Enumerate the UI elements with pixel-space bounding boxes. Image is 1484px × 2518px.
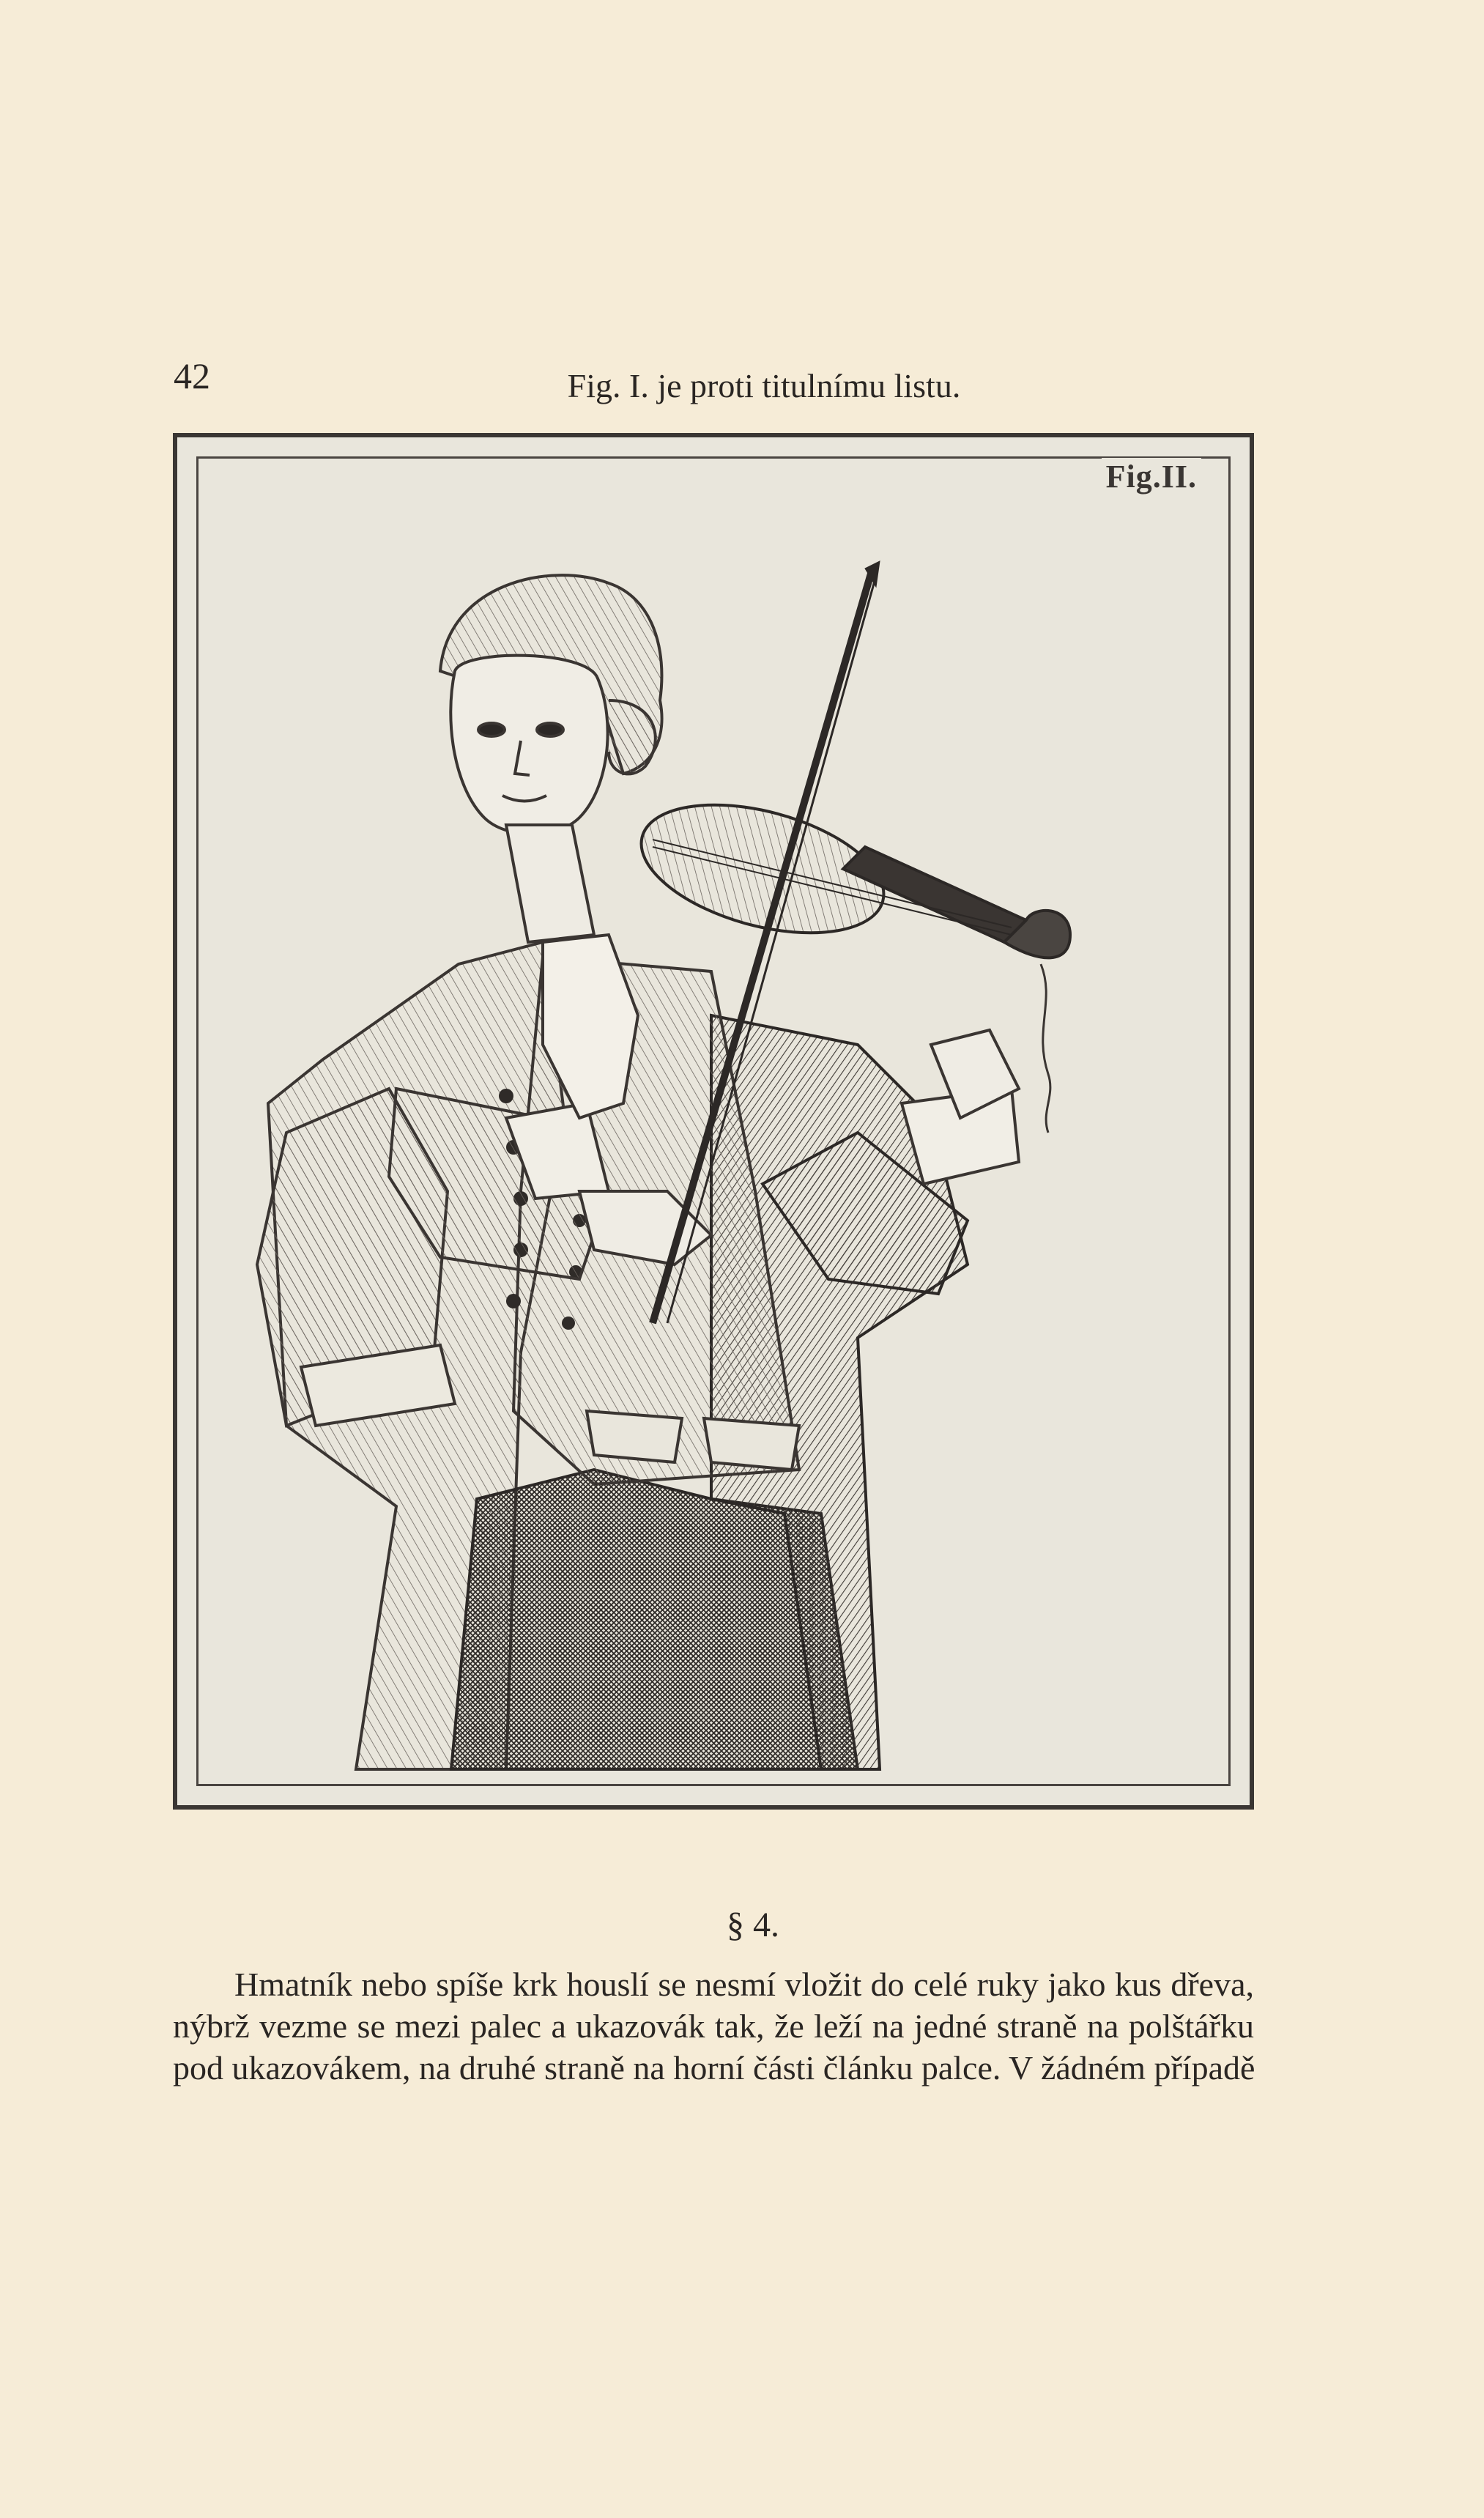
paragraph-line-3: pod ukazovákem, na druhé straně na horní části článku palce. V žádném případě: [173, 2049, 1255, 2086]
paragraph-line-1: Hmatník nebo spíše krk houslí se nesmí vložit do celé ruky jako kus dřeva,: [234, 1966, 1254, 2003]
pocket-flap-left: [587, 1411, 682, 1462]
engraving-violinist-illustration: [199, 459, 1228, 1784]
pocket-flap-right: [704, 1418, 799, 1470]
paragraph-line-2: nýbrž vezme se mezi palec a ukazovák tak, že leží na jedné straně na polštářku: [173, 2007, 1254, 2045]
violin: [628, 782, 1070, 958]
neck: [506, 825, 594, 942]
running-head: Fig. I. je proti titulnímu listu.: [567, 367, 961, 404]
face: [450, 656, 607, 834]
figure-plate: [173, 433, 1254, 1810]
figure-label: Fig.II.: [1102, 458, 1201, 495]
page-number: 42: [174, 355, 210, 396]
hanging-strings: [1041, 964, 1050, 1133]
body-paragraph: [173, 1963, 1254, 2089]
section-heading: § 4.: [727, 1906, 779, 1944]
head: [440, 575, 662, 834]
